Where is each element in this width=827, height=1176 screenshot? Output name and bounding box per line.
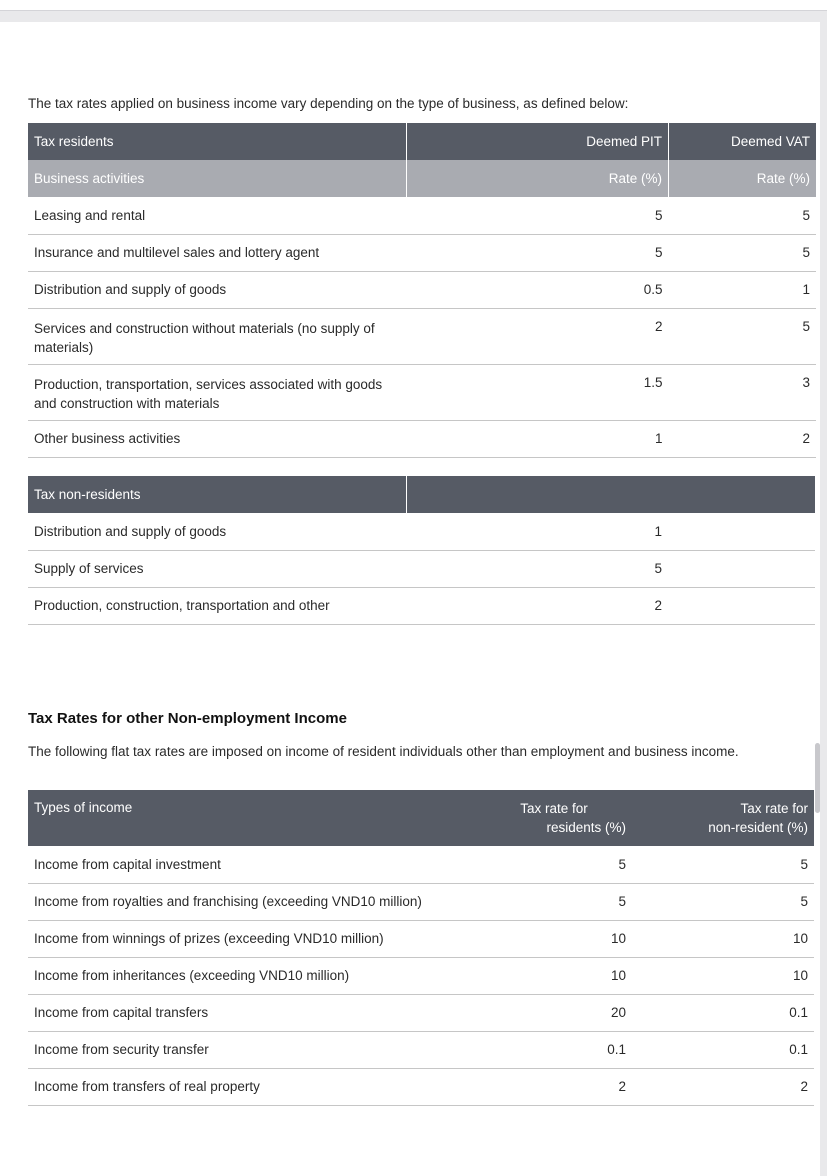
activity-cell: Insurance and multilevel sales and lottery agent [28,234,407,271]
income-table-header [28,790,814,846]
table-row [28,271,816,308]
income-type-cell: Income from security transfer [28,1031,476,1068]
header-deemed-pit: Deemed PIT [407,123,669,160]
nonresident-rate-cell: 0.1 [632,994,814,1031]
vat-rate-cell: 3 [669,364,817,420]
table-row [28,883,814,920]
table-row [28,308,816,364]
table-row [28,550,815,587]
vat-rate-cell: 5 [669,197,817,234]
nonresident-rate-cell: 10 [632,920,814,957]
pit-rate-cell: 1.5 [407,364,669,420]
income-tax-table [28,790,814,1106]
scrollbar-thumb[interactable] [815,743,820,813]
nonresident-rate-cell: 5 [632,846,814,883]
pit-rate-cell: 1 [407,420,669,457]
table-row [28,1068,814,1105]
vat-rate-cell: 1 [669,271,817,308]
header-residents-line2: residents (%) [546,820,626,835]
header-residents-rate [476,790,632,846]
residents-table-header [28,123,816,160]
activity-cell: Production, construction, transportation and other [28,587,407,624]
activity-cell: Services and construction without materials (no supply of materials) [28,308,407,364]
vat-rate-cell: 5 [669,234,817,271]
nonresident-rate-cell: 0.1 [632,1031,814,1068]
table-row [28,920,814,957]
income-type-cell: Income from capital transfers [28,994,476,1031]
nonresidents-table-header [28,476,815,513]
resident-rate-cell: 2 [476,1068,632,1105]
subheader-business-activities: Business activities [28,160,407,197]
header-nonresidents-line1: Tax rate for [740,801,808,816]
nonresident-rate-cell: 10 [632,957,814,994]
header-types-of-income: Types of income [34,800,133,815]
nonresident-rate-cell: 5 [632,883,814,920]
header-tax-nonresidents: Tax non-residents [28,476,407,513]
activity-cell: Distribution and supply of goods [28,271,407,308]
empty-cell [668,513,815,550]
rate-cell: 2 [407,587,669,624]
subheader-vat-rate: Rate (%) [756,171,810,186]
resident-rate-cell: 0.1 [476,1031,632,1068]
header-deemed-vat: Deemed VAT [730,134,810,149]
table-row [28,513,815,550]
table-row [28,197,816,234]
activity-cell: Other business activities [28,420,407,457]
table-row [28,957,814,994]
pit-rate-cell: 0.5 [407,271,669,308]
vat-rate-cell: 2 [669,420,817,457]
resident-rate-cell: 20 [476,994,632,1031]
rate-cell: 1 [407,513,669,550]
table-row [28,364,816,420]
header-nonresidents-line2: non-resident (%) [708,820,808,835]
pit-rate-cell: 5 [407,197,669,234]
vat-rate-cell: 5 [669,308,817,364]
table-row [28,420,816,457]
empty-cell [668,550,815,587]
section-description: The following flat tax rates are imposed on income of resident individuals other than employment and business income. [28,744,739,759]
pit-rate-cell: 2 [407,308,669,364]
income-type-cell: Income from transfers of real property [28,1068,476,1105]
rate-cell: 5 [407,550,669,587]
table-row [28,846,814,883]
table-row [28,1031,814,1068]
residents-tax-table [28,123,816,458]
resident-rate-cell: 5 [476,846,632,883]
income-type-cell: Income from winnings of prizes (exceeding VND10 million) [28,920,476,957]
table-row [28,234,816,271]
section-title: Tax Rates for other Non-employment Income [28,710,347,727]
header-empty-cell [407,476,669,513]
income-type-cell: Income from inheritances (exceeding VND10 million) [28,957,476,994]
resident-rate-cell: 10 [476,957,632,994]
residents-table-subheader [28,160,816,197]
activity-cell: Production, transportation, services associated with goods and construction with materials [28,364,407,420]
table-row [28,994,814,1031]
pit-rate-cell: 5 [407,234,669,271]
header-empty-cell [668,476,815,513]
header-nonresidents-rate [632,790,814,846]
income-type-cell: Income from capital investment [28,846,476,883]
top-strip [0,0,827,11]
activity-cell: Supply of services [28,550,407,587]
activity-cell: Distribution and supply of goods [28,513,407,550]
income-type-cell: Income from royalties and franchising (exceeding VND10 million) [28,883,476,920]
subheader-pit-rate: Rate (%) [407,160,669,197]
resident-rate-cell: 10 [476,920,632,957]
table-row [28,587,815,624]
activity-cell: Leasing and rental [28,197,407,234]
nonresidents-tax-table [28,476,815,625]
header-tax-residents: Tax residents [28,123,407,160]
nonresident-rate-cell: 2 [632,1068,814,1105]
intro-text: The tax rates applied on business income vary depending on the type of business, as defined below: [28,96,629,111]
resident-rate-cell: 5 [476,883,632,920]
header-residents-line1: Tax rate for [520,801,588,816]
empty-cell [668,587,815,624]
